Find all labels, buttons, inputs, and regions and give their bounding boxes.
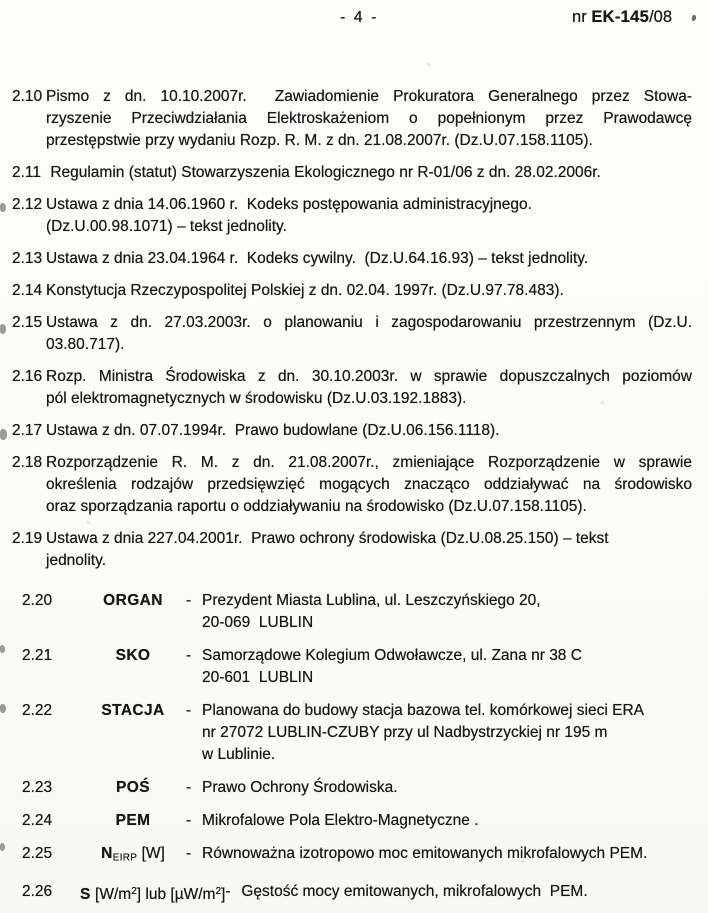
definition-term: S $[W/m^2]$ lub $[\mu W/m^2]$	[80, 885, 226, 903]
reference-item	[12, 162, 692, 184]
definition-text	[202, 777, 694, 799]
scan-speckles	[0, 0, 1, 1]
definition-item	[22, 700, 694, 766]
reference-item	[12, 248, 692, 270]
reference-number: 2.19	[12, 530, 43, 547]
definition-text-line: Planowana do budowy stacja bazowa tel. komórkowej sieci ERA	[202, 702, 644, 719]
definition-number: 2.25	[22, 845, 53, 862]
doc-ref-suffix: /08	[649, 8, 672, 26]
definition-number: 2.26	[22, 882, 53, 900]
reference-number: 2.11	[12, 164, 42, 181]
reference-number: 2.10	[12, 88, 43, 105]
reference-text-line: rzyszenie Przeciwdziałania Elektroskażeniom o popełnionym przez Prawodawcę	[46, 110, 692, 127]
reference-text-line: Rozporządzenie R. M. z dn. 21.08.2007r., zmieniające Rozporządzenie w sprawie	[46, 454, 692, 471]
reference-text	[46, 162, 692, 184]
definition-item	[22, 810, 694, 832]
reference-text	[46, 86, 692, 152]
definition-item	[22, 843, 694, 870]
reference-text-line: pól elektromagnetycznych w środowisku (Dz.U.03.192.1883).	[46, 390, 467, 407]
definition-dash: -	[186, 647, 192, 664]
reference-text	[46, 280, 692, 302]
definition-dash: -	[186, 779, 192, 796]
definition-dash: -	[186, 592, 192, 609]
reference-text-line: Ustawa z dn. 27.03.2003r. o planowaniu i zagospodarowaniu przestrzennym (Dz.U.	[46, 314, 692, 331]
definition-number: 2.20	[22, 592, 53, 609]
definition-term: PEM	[115, 812, 151, 829]
reference-number: 2.13	[12, 250, 43, 267]
reference-item	[12, 366, 692, 410]
reference-text-line: określenia rodzajów przedsięwzięć mogących znacząco oddziaływać na środowisko	[46, 476, 692, 493]
reference-text-line: Ustawa z dnia 14.06.1960 r. Kodeks postępowania administracyjnego.	[46, 196, 532, 213]
scan-artifact	[0, 704, 6, 713]
definition-text-line: Mikrofalowe Pola Elektro-Magnetyczne .	[202, 812, 479, 829]
definition-text	[202, 645, 694, 689]
reference-item	[12, 194, 692, 238]
reference-text-line: Ustawa z dnia 23.04.1964 r. Kodeks cywilny. (Dz.U.64.16.93) – tekst jednolity.	[46, 250, 589, 267]
definition-text	[202, 590, 694, 634]
definition-term: ORGAN	[103, 592, 163, 609]
reference-text	[46, 420, 692, 442]
definition-text-line: Samorządowe Kolegium Odwoławcze, ul. Zana nr 38 C	[202, 647, 582, 664]
reference-item	[12, 312, 692, 356]
definition-term: STACJA	[101, 702, 165, 719]
reference-text	[46, 312, 692, 356]
reference-item	[12, 528, 692, 572]
page-number: - 4 -	[340, 9, 379, 26]
reference-text	[46, 194, 692, 238]
reference-text-line: Rozp. Ministra Środowiska z dn. 30.10.2003r. w sprawie dopuszczalnych poziomów	[46, 368, 692, 385]
definition-dash: -	[225, 882, 231, 900]
definition-text	[202, 843, 694, 865]
definition-item	[22, 590, 694, 634]
definition-text	[202, 810, 694, 832]
reference-text	[46, 366, 692, 410]
definition-text-line: 20-601 LUBLIN	[202, 669, 314, 686]
definition-dash: -	[186, 702, 192, 719]
definition-list	[0, 582, 708, 906]
document-reference-number	[572, 6, 672, 28]
reference-number: 2.16	[12, 368, 43, 385]
definition-text-line: Prezydent Miasta Lublina, ul. Leszczyńskiego 20,	[202, 592, 541, 609]
scan-artifact	[0, 645, 5, 653]
reference-text-line: przestępstwie przy wydaniu Rozp. R. M. z dn. 21.08.2007r. (Dz.U.07.158.1105).	[46, 132, 593, 149]
definition-text	[202, 700, 694, 766]
reference-text-line: 03.80.717).	[46, 336, 125, 353]
reference-number: 2.12	[12, 196, 43, 213]
definition-text-line: 20-069 LUBLIN	[202, 614, 314, 631]
definition-item	[22, 777, 694, 799]
definition-term: NEIRP [W]	[101, 845, 165, 864]
doc-ref-code: EK-145	[591, 8, 650, 26]
scan-artifact	[0, 203, 6, 212]
definition-dash: -	[186, 812, 192, 829]
definition-item	[22, 881, 694, 906]
definition-number: 2.22	[22, 702, 53, 719]
reference-item	[12, 280, 692, 302]
reference-item	[12, 420, 692, 442]
definition-number: 2.23	[22, 779, 53, 796]
reference-item	[12, 452, 692, 518]
reference-text-line: (Dz.U.00.98.1071) – tekst jednolity.	[46, 218, 287, 235]
reference-text	[46, 452, 692, 518]
definition-text-line: Równoważna izotropowo moc emitowanych mikrofalowych PEM.	[202, 845, 648, 862]
reference-number: 2.14	[12, 282, 43, 299]
scan-artifact	[0, 324, 6, 334]
scan-artifact	[0, 429, 7, 440]
reference-text-line: Konstytucja Rzeczypospolitej Polskiej z dn. 02.04. 1997r. (Dz.U.97.78.483).	[46, 282, 564, 299]
reference-text-line: Pismo z dn. 10.10.2007r. Zawiadomienie Prokuratora Generalnego przez Stowa-	[46, 88, 692, 105]
reference-text-line: Ustawa z dnia 227.04.2001r. Prawo ochrony środowiska (Dz.U.08.25.150) – tekst	[46, 530, 609, 547]
definition-number: 2.21	[22, 647, 53, 664]
definition-item	[22, 645, 694, 689]
definition-term: POŚ	[116, 779, 150, 796]
definition-text-line: nr 27072 LUBLIN-CZUBY przy ul Nadbystrzyckiej nr 195 m	[202, 724, 608, 741]
reference-text-line: Ustawa z dn. 07.07.1994r. Prawo budowlane (Dz.U.06.156.1118).	[46, 422, 500, 439]
definition-text-line: w Lublinie.	[202, 746, 276, 763]
reference-text-line: Regulamin (statut) Stowarzyszenia Ekologicznego nr R-01/06 z dn. 28.02.2006r.	[46, 164, 601, 181]
reference-text-line: jednolity.	[46, 552, 107, 569]
reference-text-line: oraz sporządzania raportu o oddziaływaniu na środowisko (Dz.U.07.158.1105).	[46, 498, 587, 515]
definition-text	[241, 881, 694, 903]
reference-number: 2.17	[12, 422, 43, 439]
reference-text	[46, 248, 692, 270]
reference-number: 2.15	[12, 314, 43, 331]
definition-text-line: Gęstość mocy emitowanych, mikrofalowych PEM.	[241, 882, 588, 900]
reference-number: 2.18	[12, 454, 43, 471]
reference-text	[46, 528, 692, 572]
doc-ref-prefix: nr	[572, 8, 592, 26]
definition-dash: -	[186, 845, 192, 862]
definition-number: 2.24	[22, 812, 53, 829]
reference-item	[12, 86, 692, 152]
scan-artifact	[0, 843, 5, 851]
definition-term: SKO	[115, 647, 151, 664]
definition-text-line: Prawo Ochrony Środowiska.	[202, 779, 398, 796]
